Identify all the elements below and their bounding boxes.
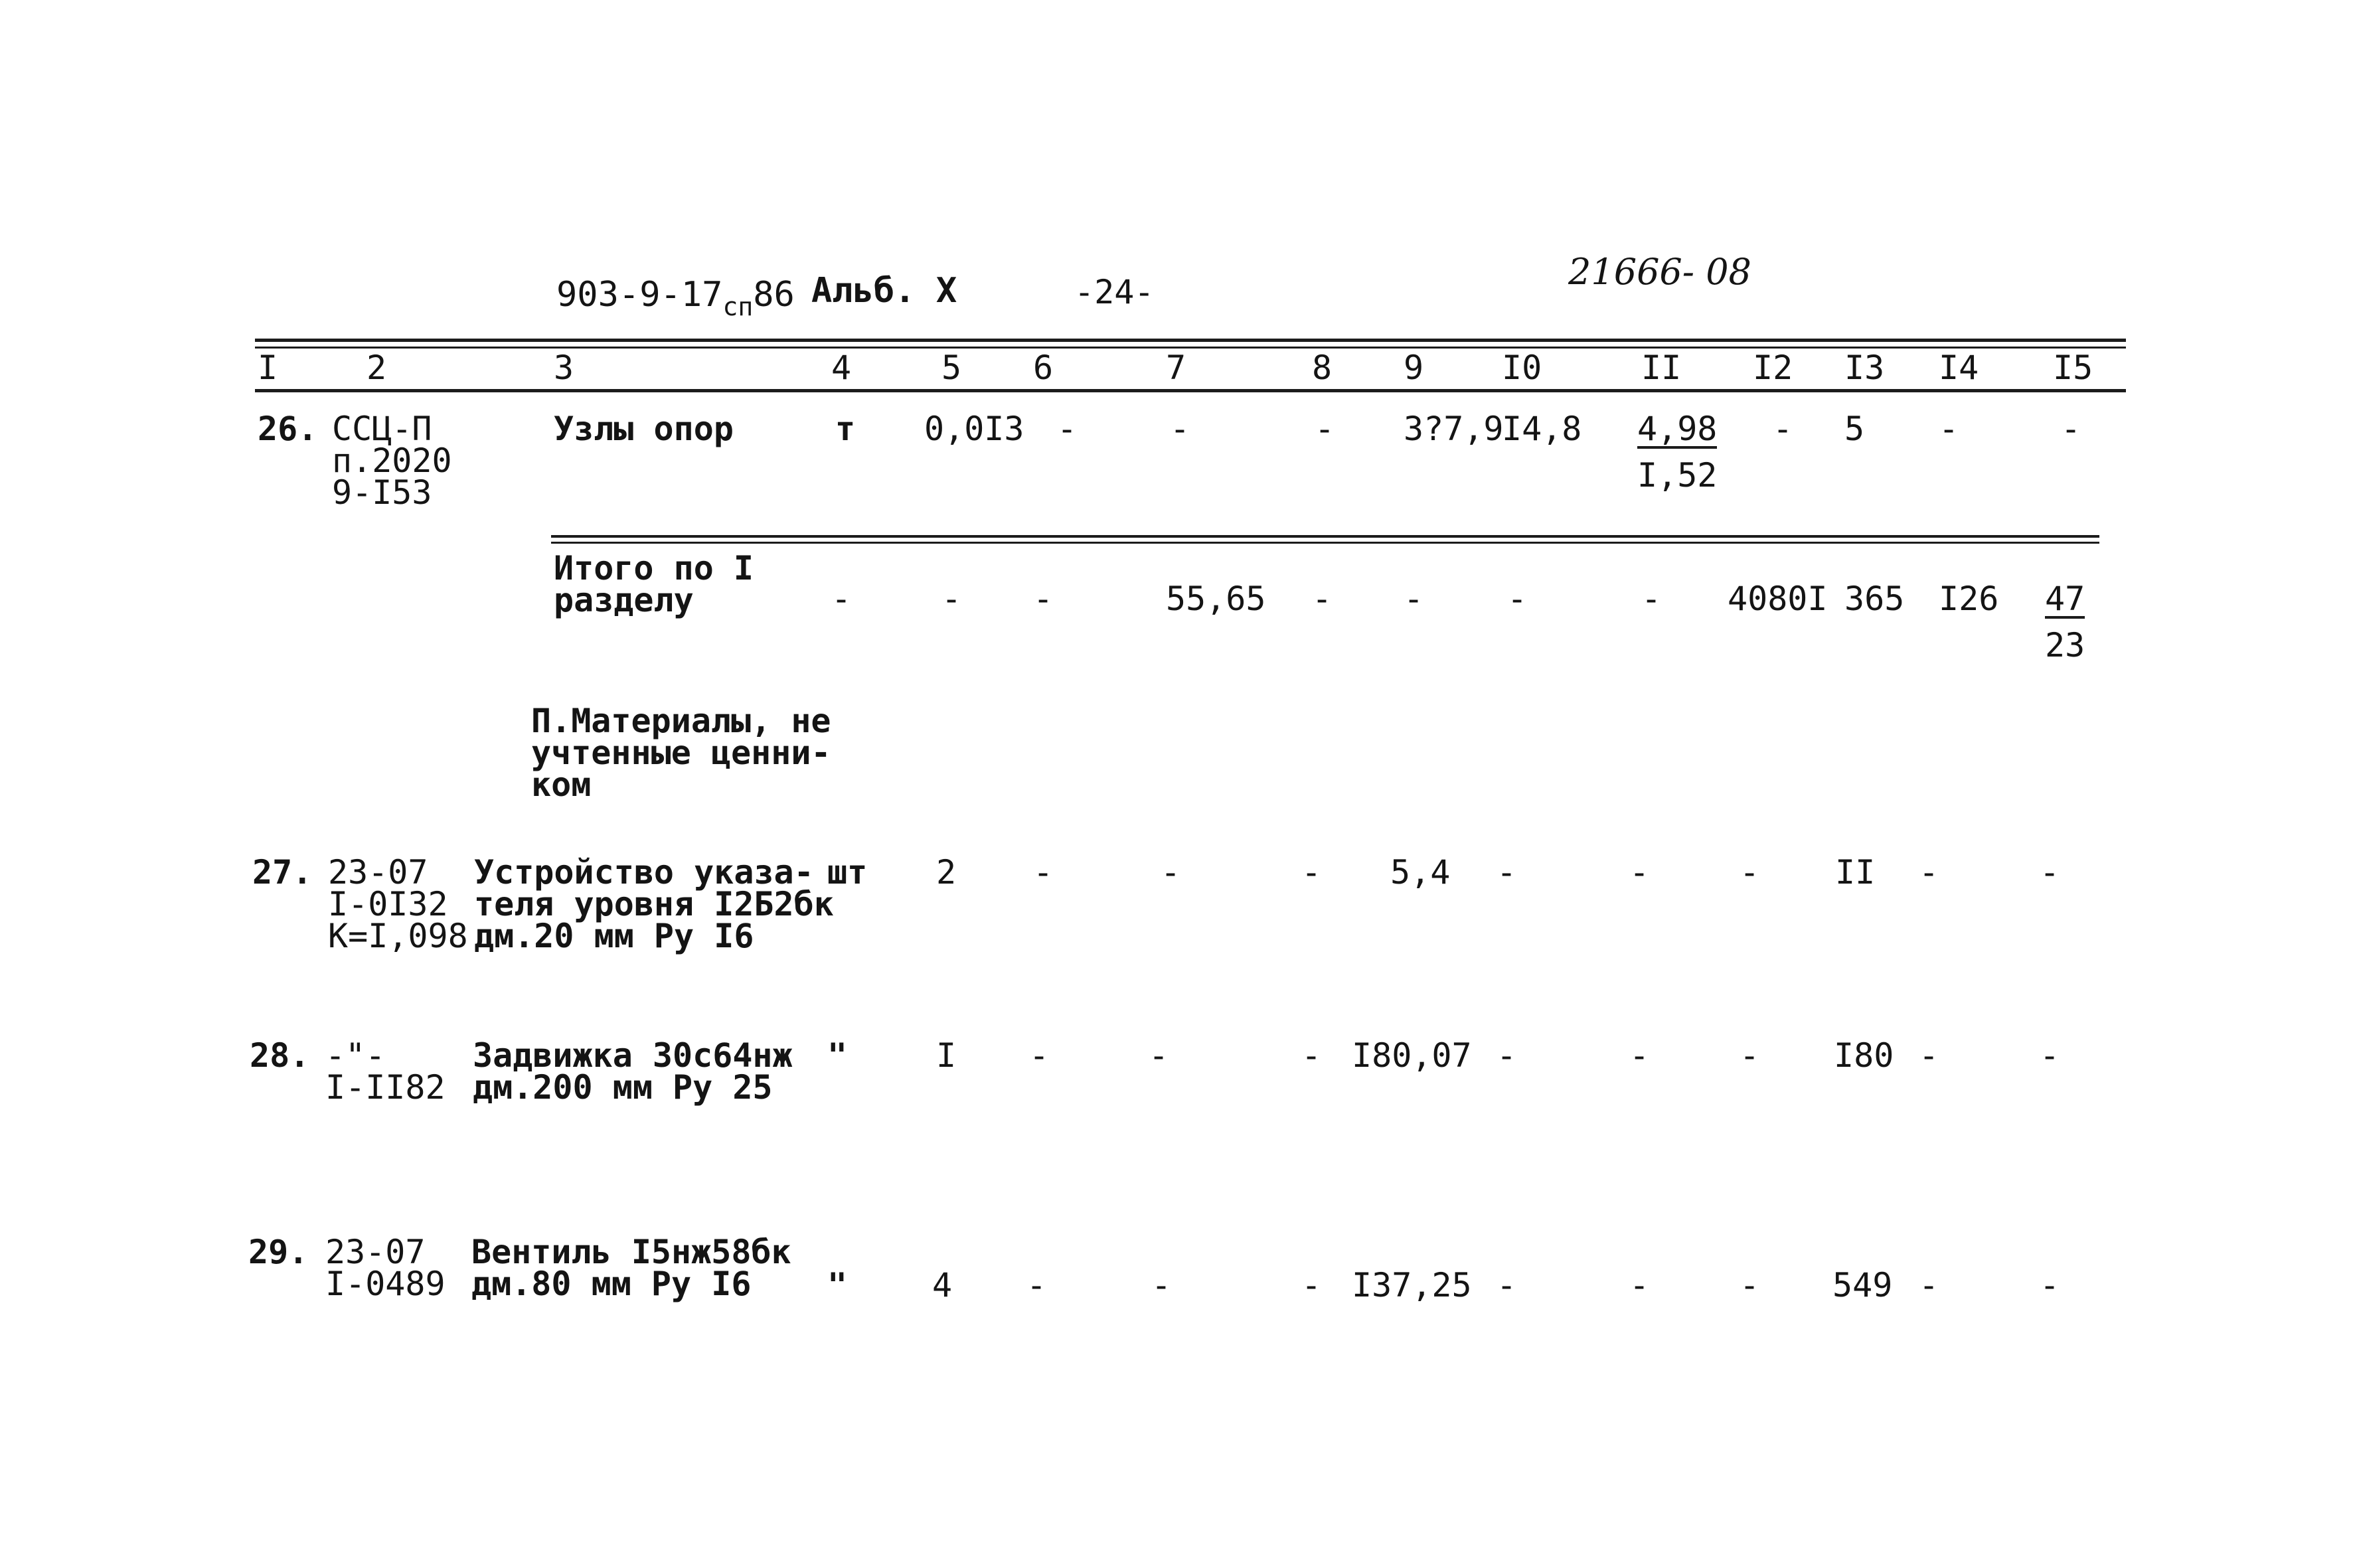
header-rule-bottom: [255, 389, 2126, 392]
row-code: 23-07 I-0489: [325, 1233, 446, 1303]
subtotal-cell-9: -: [1404, 580, 1424, 618]
row-cell-8: -: [1315, 410, 1335, 448]
row-cell-15: -: [2040, 853, 2060, 892]
row-name: Задвижка 30с64нж дм.200 мм Ру 25: [473, 1036, 793, 1107]
subtotal-cell-13: 365: [1844, 580, 1905, 618]
subtotal-cell-6: -: [1033, 580, 1054, 618]
row-cell-13: I80: [1834, 1036, 1894, 1075]
row-cell-15: -: [2040, 1266, 2060, 1304]
column-number: II: [1641, 349, 1682, 387]
column-number: 8: [1312, 349, 1333, 387]
fraction-denominator: 23: [2045, 626, 2085, 665]
row-cell-13: 549: [1832, 1266, 1893, 1304]
column-number: 3: [554, 349, 574, 387]
row-cell-6: -: [1057, 410, 1078, 448]
column-number: I3: [1844, 349, 1885, 387]
row-cell-10: -: [1497, 1036, 1517, 1075]
row-quantity: 4: [932, 1266, 953, 1304]
row-name: Вентиль I5нж58бк дм.80 мм Ру I6: [471, 1233, 791, 1303]
subtotal-cell-14: I26: [1939, 580, 1999, 618]
fraction-numerator: 4,98: [1637, 410, 1718, 448]
row-cell-12: -: [1740, 853, 1760, 892]
row-cell-7: -: [1161, 853, 1181, 892]
subtotal-cell-10: -: [1507, 580, 1528, 618]
row-cell-14: -: [1919, 853, 1939, 892]
subtotal-rule-2: [551, 542, 2099, 544]
row-quantity: I: [936, 1036, 957, 1075]
subtotal-rule: [551, 535, 2099, 538]
row-code: ССЦ-П п.2020 9-I53: [332, 410, 452, 512]
subtotal-cell-4: -: [831, 580, 852, 618]
row-cell-15: -: [2040, 1036, 2060, 1075]
row-cell-6: -: [1033, 853, 1054, 892]
row-cell-12: -: [1773, 410, 1793, 448]
column-number: I4: [1939, 349, 1979, 387]
row-cell-9: I80,07: [1352, 1036, 1472, 1075]
subtotal-cell-12: 4080I: [1728, 580, 1828, 618]
row-cell-13: 5: [1844, 410, 1865, 448]
row-cell-7: -: [1170, 410, 1190, 448]
row-cell-8: -: [1301, 1266, 1322, 1304]
row-cell-10: I4,8: [1502, 410, 1582, 448]
document-code: [556, 275, 795, 321]
row-cell-10: -: [1497, 853, 1517, 892]
subtotal-cell-5: -: [941, 580, 962, 618]
section-title: П.Материалы, не учтенные ценни- ком: [531, 702, 831, 804]
row-name: Устройство указа- теля уровня I2Б2бк дм.20 мм Ру I6: [474, 853, 834, 955]
subtotal-cell-11: -: [1641, 580, 1662, 618]
row-code: -"- I-II82: [325, 1036, 446, 1107]
page-number: -24-: [1074, 273, 1155, 311]
column-number: 4: [831, 349, 852, 387]
subtotal-cell-15-fraction: [2045, 580, 2085, 665]
document-code-main: 903-9-17: [556, 275, 723, 315]
column-number: 5: [941, 349, 962, 387]
row-cell-11: -: [1629, 1266, 1650, 1304]
row-unit: ": [827, 1266, 848, 1304]
row-code: 23-07 I-0I32 К=I,098: [328, 853, 468, 955]
column-number: I: [258, 349, 278, 387]
subtotal-cell-7: 55,65: [1166, 580, 1266, 618]
row-cell-12: -: [1740, 1036, 1760, 1075]
row-number: 26.: [258, 410, 318, 448]
row-cell-9: 5,4: [1390, 853, 1451, 892]
row-number: 29.: [248, 1233, 309, 1271]
row-cell-11: -: [1629, 1036, 1650, 1075]
column-number: I5: [2053, 349, 2093, 387]
row-cell-14: -: [1939, 410, 1959, 448]
subtotal-label: Итого по I разделу: [554, 549, 754, 619]
row-cell-8: -: [1301, 853, 1322, 892]
row-name: Узлы опор: [554, 410, 734, 448]
fraction-denominator: I,52: [1637, 456, 1718, 495]
row-cell-14: -: [1919, 1036, 1939, 1075]
row-cell-6: -: [1026, 1266, 1047, 1304]
row-cell-12: -: [1740, 1266, 1760, 1304]
row-number: 27.: [252, 853, 313, 892]
document-code-sub: сп: [722, 292, 754, 321]
row-cell-11-fraction: [1637, 410, 1718, 495]
fraction-numerator: 47: [2045, 580, 2085, 618]
row-cell-8: -: [1301, 1036, 1322, 1075]
row-quantity: 0,0I3: [924, 410, 1024, 448]
row-cell-13: II: [1835, 853, 1876, 892]
header-rule-top: [255, 339, 2126, 342]
handwritten-stamp: 21666- 08: [1568, 251, 1751, 293]
row-cell-9: I37,25: [1352, 1266, 1472, 1304]
row-cell-7: -: [1151, 1266, 1172, 1304]
album-label: Альб. X: [811, 271, 957, 311]
row-cell-9: 3?7,9: [1404, 410, 1504, 448]
subtotal-cell-8: -: [1312, 580, 1333, 618]
row-cell-7: -: [1149, 1036, 1169, 1075]
column-number: 2: [366, 349, 387, 387]
row-number: 28.: [250, 1036, 310, 1075]
row-quantity: 2: [936, 853, 957, 892]
row-cell-14: -: [1919, 1266, 1939, 1304]
row-unit: ": [827, 1036, 848, 1075]
column-number: 7: [1166, 349, 1186, 387]
document-code-year: 86: [753, 275, 795, 315]
column-number: I2: [1753, 349, 1793, 387]
row-unit: шт: [827, 853, 868, 892]
column-number: I0: [1502, 349, 1542, 387]
row-cell-11: -: [1629, 853, 1650, 892]
row-cell-6: -: [1029, 1036, 1050, 1075]
column-number: 9: [1404, 349, 1424, 387]
column-number: 6: [1033, 349, 1054, 387]
row-cell-10: -: [1497, 1266, 1517, 1304]
row-cell-15: -: [2061, 410, 2081, 448]
row-unit: т: [835, 410, 856, 448]
